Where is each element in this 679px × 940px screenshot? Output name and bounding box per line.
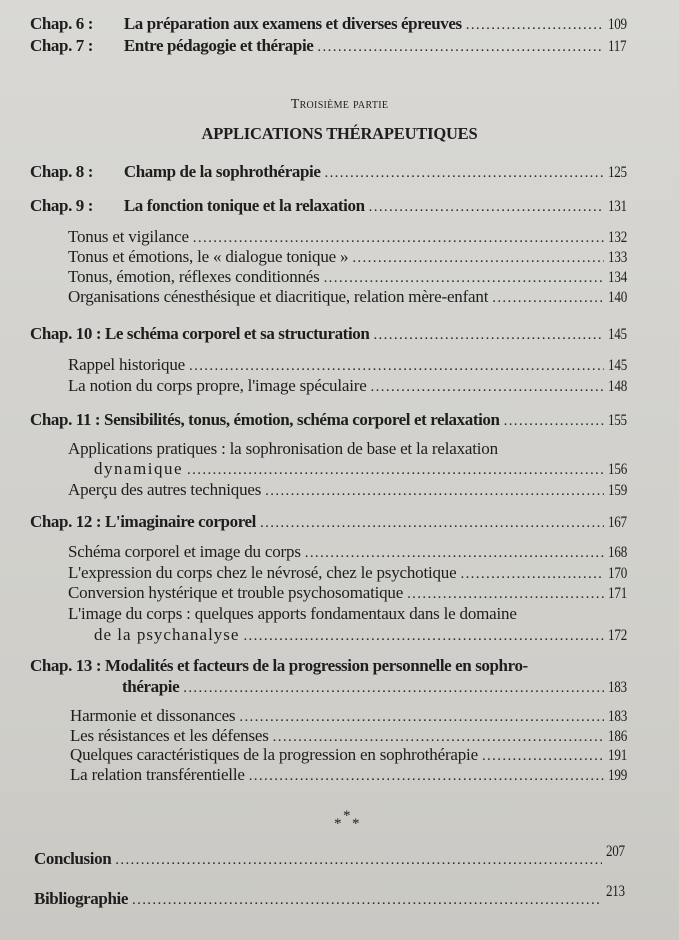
part-label: Troisième partie xyxy=(290,97,389,112)
page-number: 167 xyxy=(608,514,627,531)
page-number: 156 xyxy=(608,461,628,478)
chapter-label: Chap. 7 : xyxy=(30,36,93,55)
chapter-title: La fonction tonique et la relaxation xyxy=(123,196,365,215)
dot-leader xyxy=(466,17,604,34)
part-title: APPLICATIONS THÉRAPEUTIQUES xyxy=(201,124,478,143)
section-title: Organisations cénesthésique et diacritique, relation mère-enfant xyxy=(68,287,489,306)
toc-section[interactable] xyxy=(0,287,642,307)
dot-leader xyxy=(265,483,604,500)
dot-leader xyxy=(115,852,602,869)
toc-section[interactable] xyxy=(0,765,642,785)
section-title: L'expression du corps chez le névrosé, chez le psychotique xyxy=(68,563,457,582)
toc-section[interactable] xyxy=(0,227,642,247)
toc-chapter-13-line1[interactable] xyxy=(30,656,642,676)
dot-leader xyxy=(324,165,604,182)
dot-leader xyxy=(407,586,604,603)
page-number: 183 xyxy=(608,679,627,696)
chapter-title: L'imaginaire corporel xyxy=(104,512,257,531)
dot-leader xyxy=(193,230,604,247)
dot-leader xyxy=(187,462,604,479)
dot-leader xyxy=(324,270,604,287)
section-title-continued: dynamique xyxy=(94,459,184,478)
page-number: 131 xyxy=(608,198,627,215)
section-title: L'image du corps : quelques apports fondamentaux dans le domaine xyxy=(68,604,517,623)
toc-chapter-12[interactable] xyxy=(30,512,642,532)
chapter-label: Chap. 6 : xyxy=(30,14,93,33)
page-number: 109 xyxy=(608,16,627,33)
page-number: 207 xyxy=(606,843,625,860)
section-title: Conversion hystérique et trouble psychosomatique xyxy=(68,583,404,602)
dot-leader xyxy=(504,413,604,430)
dot-leader xyxy=(369,199,604,216)
chapter-title: La préparation aux examens et diverses épreuves xyxy=(123,14,462,33)
toc-bibliographie[interactable] xyxy=(34,883,640,909)
section-title-continued: de la psychanalyse xyxy=(94,625,240,644)
chapter-title: Champ de la sophrothérapie xyxy=(123,162,321,181)
page-number: 148 xyxy=(608,378,628,395)
toc-chapter-9[interactable] xyxy=(30,196,642,216)
page-number: 145 xyxy=(608,326,627,343)
dot-leader xyxy=(492,290,604,307)
toc-section-line1[interactable] xyxy=(0,604,642,624)
dot-leader xyxy=(317,39,604,56)
page-number: 155 xyxy=(608,412,627,429)
page-number: 171 xyxy=(608,585,628,602)
page-number: 186 xyxy=(608,728,628,745)
section-title: Schéma corporel et image du corps xyxy=(68,542,301,561)
section-title: Harmonie et dissonances xyxy=(70,706,236,725)
dot-leader xyxy=(373,327,604,344)
toc-section[interactable] xyxy=(0,355,642,375)
section-title: Applications pratiques : la sophronisation de base et la relaxation xyxy=(68,439,498,458)
asterism-separator: * * * xyxy=(334,808,360,832)
toc-chapter-7[interactable] xyxy=(30,36,642,56)
page-number: 213 xyxy=(606,883,625,900)
section-title: Rappel historique xyxy=(68,355,185,374)
page-number: 170 xyxy=(608,565,628,582)
dot-leader xyxy=(371,379,604,396)
page-number: 168 xyxy=(608,544,628,561)
page-number: 134 xyxy=(608,269,628,286)
page-number: 199 xyxy=(608,767,628,784)
page-number: 191 xyxy=(608,747,628,764)
dot-leader xyxy=(260,515,604,532)
dot-leader xyxy=(239,709,604,726)
chapter-title: Modalités et facteurs de la progression personnelle en sophro- xyxy=(104,656,528,675)
entry-title: Conclusion xyxy=(34,849,112,868)
toc-section[interactable] xyxy=(0,625,642,645)
toc-section[interactable] xyxy=(0,480,642,500)
toc-chapter-13[interactable] xyxy=(0,677,642,697)
toc-section[interactable] xyxy=(0,706,642,726)
page-number: 132 xyxy=(608,229,628,246)
section-title: La notion du corps propre, l'image spéculaire xyxy=(68,376,367,395)
section-title: Aperçu des autres techniques xyxy=(68,480,262,499)
entry-title: Bibliographie xyxy=(34,889,128,908)
dot-leader xyxy=(305,545,604,562)
chapter-label: Chap. 11 : xyxy=(30,410,101,429)
toc-section[interactable] xyxy=(0,267,642,287)
toc-chapter-6[interactable] xyxy=(30,2,642,34)
chapter-label: Chap. 13 : xyxy=(30,656,102,675)
toc-section[interactable] xyxy=(0,726,642,746)
toc-section[interactable] xyxy=(0,542,642,562)
dot-leader xyxy=(249,768,604,785)
toc-chapter-10[interactable] xyxy=(30,324,642,344)
dot-leader xyxy=(243,628,604,645)
toc-conclusion[interactable] xyxy=(34,843,640,869)
section-title: Tonus et émotions, le « dialogue tonique » xyxy=(68,247,349,266)
toc-section[interactable] xyxy=(0,459,642,479)
toc-section[interactable] xyxy=(0,745,642,765)
page-number: 117 xyxy=(608,38,627,55)
dot-leader xyxy=(273,729,604,746)
chapter-title: Le schéma corporel et sa structuration xyxy=(104,324,370,343)
page-number: 140 xyxy=(608,289,628,306)
toc-section[interactable] xyxy=(0,376,642,396)
chapter-label: Chap. 9 : xyxy=(30,196,93,215)
dot-leader xyxy=(352,250,604,267)
toc-section[interactable] xyxy=(0,563,642,583)
dot-leader xyxy=(482,748,604,765)
chapter-title: Sensibilités, tonus, émotion, schéma corporel et relaxation xyxy=(104,410,500,429)
chapter-label: Chap. 12 : xyxy=(30,512,102,531)
page-number: 145 xyxy=(608,357,628,374)
dot-leader xyxy=(460,566,604,583)
toc-section[interactable] xyxy=(0,247,642,267)
section-title: Tonus, émotion, réflexes conditionnés xyxy=(68,267,320,286)
page-number: 183 xyxy=(608,708,628,725)
section-title: Quelques caractéristiques de la progression en sophrothérapie xyxy=(70,745,478,764)
toc-section-line1[interactable] xyxy=(0,439,642,459)
page-number: 125 xyxy=(608,164,627,181)
toc-chapter-11[interactable] xyxy=(30,410,642,430)
dot-leader xyxy=(183,680,604,697)
page-number: 159 xyxy=(608,482,628,499)
toc-chapter-8[interactable] xyxy=(30,162,642,182)
dot-leader xyxy=(189,358,604,375)
toc-section[interactable] xyxy=(0,583,642,603)
page-number: 133 xyxy=(608,249,628,266)
chapter-label: Chap. 8 : xyxy=(30,162,93,181)
section-title: Tonus et vigilance xyxy=(68,227,189,246)
section-title: Les résistances et les défenses xyxy=(70,726,269,745)
section-title: La relation transférentielle xyxy=(70,765,245,784)
chapter-title-continued: thérapie xyxy=(122,677,180,696)
chapter-title: Entre pédagogie et thérapie xyxy=(123,36,314,55)
page-number: 172 xyxy=(608,627,628,644)
chapter-label: Chap. 10 : xyxy=(30,324,102,343)
dot-leader xyxy=(132,892,602,909)
